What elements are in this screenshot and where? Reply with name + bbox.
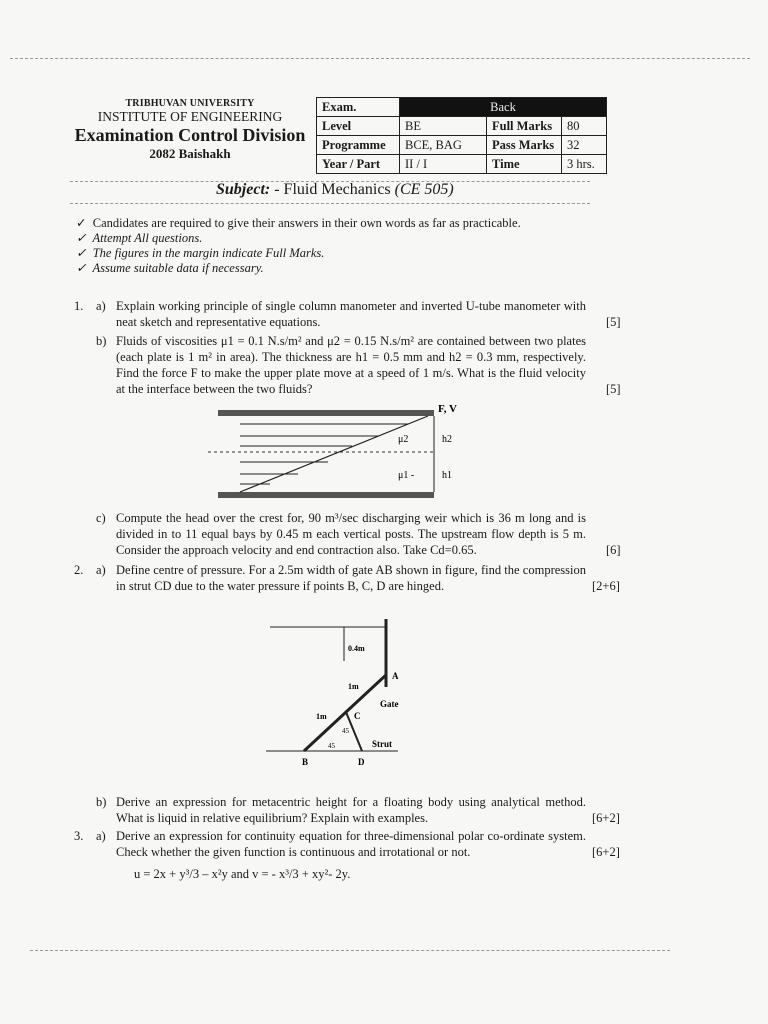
question-number: 2. xyxy=(74,563,84,577)
question-number: 1. xyxy=(74,299,84,313)
level-label: Level xyxy=(317,117,400,136)
upper-plate xyxy=(218,410,434,416)
mu1-label: μ1 - xyxy=(398,470,415,481)
q1a-marks: [5] xyxy=(606,315,621,329)
q2a-marks: [2+6] xyxy=(592,579,620,593)
point-b-label: B xyxy=(302,757,309,767)
programme-label: Programme xyxy=(317,136,400,155)
question-number: 3. xyxy=(74,829,84,843)
part-label: a) xyxy=(96,563,106,577)
subject-underline xyxy=(70,203,590,204)
exam-label: Exam. xyxy=(317,98,400,117)
q1a-text: Explain working principle of single column manometer and inverted U-tube manometer with neat sketch and representative equations. xyxy=(116,299,586,329)
subject-line xyxy=(216,181,454,199)
q2b-marks: [6+2] xyxy=(592,811,620,825)
q2b-text: Derive an expression for metacentric height for a floating body using analytical method. What is liquid in relative equilibrium? Explain with examples. xyxy=(116,795,586,825)
instruction-item: ✓ Assume suitable data if necessary. xyxy=(76,261,264,275)
q1c-marks: [6] xyxy=(606,543,621,557)
part-label: b) xyxy=(96,334,107,348)
h2-label: h2 xyxy=(442,434,452,445)
strut-label: Strut xyxy=(372,739,392,749)
angle-label-2: 45 xyxy=(328,742,335,750)
pass-marks-label: Pass Marks xyxy=(487,136,562,155)
exam-value: Back xyxy=(400,98,607,117)
time-label: Time xyxy=(487,155,562,174)
check-icon: ✓ xyxy=(76,216,87,230)
institution-header xyxy=(60,98,320,162)
year-part-label: Year / Part xyxy=(317,155,400,174)
top-scan-rule xyxy=(10,58,750,59)
check-icon: ✓ xyxy=(76,246,87,260)
bottom-scan-rule xyxy=(30,950,670,951)
q1b-text: Fluids of viscosities μ1 = 0.1 N.s/m² and μ2 = 0.15 N.s/m² are contained between two plates (each plate is 1 m² in area). The thickness are h1 = 0.5 mm and h2 = 0.3 mm, respectively. Find the force F to make the upper plate move at a speed of 1 m/s. What is the fluid velocity at the interface between the two fluids? xyxy=(116,334,586,396)
gate-label: Gate xyxy=(380,699,399,709)
q3a-marks: [6+2] xyxy=(592,845,620,859)
depth-label: 0.4m xyxy=(348,644,365,653)
q1b-marks: [5] xyxy=(606,382,621,396)
velocity-arrows xyxy=(240,424,408,484)
university-name: TRIBHUVAN UNIVERSITY xyxy=(125,98,255,109)
subject-name: - Fluid Mechanics xyxy=(274,181,391,198)
part-label: b) xyxy=(96,795,107,809)
two-fluid-plate-figure xyxy=(200,400,480,505)
full-marks-label: Full Marks xyxy=(487,117,562,136)
division-name: Examination Control Division xyxy=(74,125,306,145)
time-value: 3 hrs. xyxy=(562,155,607,174)
institute-name: INSTITUTE OF ENGINEERING xyxy=(97,109,283,124)
point-c-label: C xyxy=(354,711,361,721)
point-d-label: D xyxy=(358,757,365,767)
exam-meta-table xyxy=(316,97,607,174)
pass-marks-value: 32 xyxy=(562,136,607,155)
gate-strut-figure xyxy=(262,615,402,770)
check-icon: ✓ xyxy=(76,231,87,245)
lower-plate xyxy=(218,492,434,498)
instruction-item: ✓ Attempt All questions. xyxy=(76,231,203,245)
part-label: a) xyxy=(96,299,106,313)
part-label: a) xyxy=(96,829,106,843)
subject-code: (CE 505) xyxy=(394,181,454,198)
length-label-upper: 1m xyxy=(348,682,359,691)
part-label: c) xyxy=(96,511,106,525)
exam-session: 2082 Baishakh xyxy=(149,146,231,161)
angle-label-1: 45 xyxy=(342,727,349,735)
point-a-label: A xyxy=(392,671,399,681)
year-part-value: II / I xyxy=(400,155,487,174)
h1-label: h1 xyxy=(442,470,452,481)
level-value: BE xyxy=(400,117,487,136)
subject-label: Subject: xyxy=(216,181,271,198)
q1c-text: Compute the head over the crest for, 90 m³/sec discharging weir which is 36 m long and is divided in to 11 equal bays by 0.45 m each vertical posts. The upstream flow depth is 5 m. Consider the approach velocity and end contraction also. Take Cd=0.65. xyxy=(116,511,586,557)
velocity-equation: u = 2x + y³/3 – x²y and v = - x³/3 + xy²- 2y. xyxy=(134,867,351,881)
mu2-label: μ2 xyxy=(398,434,409,445)
instruction-item: ✓ The figures in the margin indicate Full Marks. xyxy=(76,246,325,260)
q3a-text: Derive an expression for continuity equation for three-dimensional polar co-ordinate system. Check whether the given function is continuous and irrotational or not. xyxy=(116,829,586,859)
q2a-text: Define centre of pressure. For a 2.5m width of gate AB shown in figure, find the compression in strut CD due to the water pressure if points B, C, D are hinged. xyxy=(116,563,586,593)
check-icon: ✓ xyxy=(76,261,87,275)
length-label-lower: 1m xyxy=(316,712,327,721)
full-marks-value: 80 xyxy=(562,117,607,136)
instruction-item: ✓ Candidates are required to give their answers in their own words as far as practicable. xyxy=(76,216,521,230)
fv-label: F, V xyxy=(438,403,457,415)
programme-value: BCE, BAG xyxy=(400,136,487,155)
